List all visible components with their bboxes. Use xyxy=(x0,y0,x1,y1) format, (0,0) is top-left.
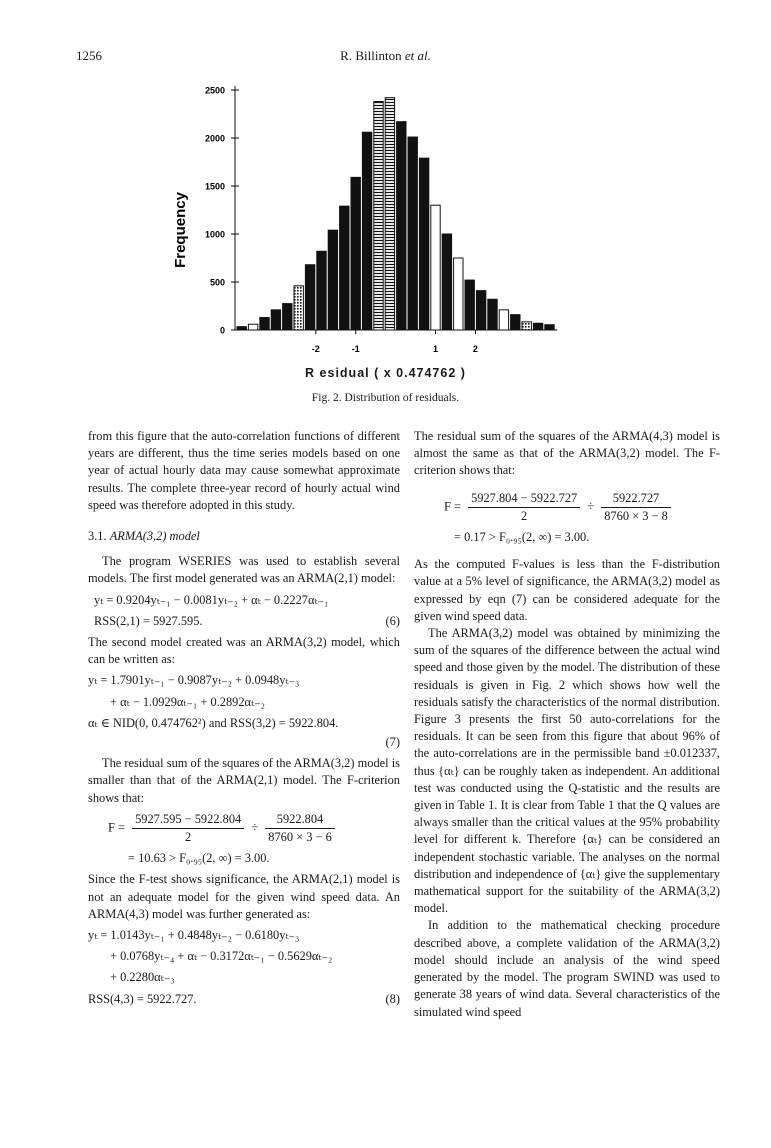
f-criterion-1-result: = 10.63 > F₀.₉₅(2, ∞) = 3.00. xyxy=(128,851,270,866)
section-heading: 3.1. ARMA(3,2) model xyxy=(88,529,200,544)
f-criterion-2-result: = 0.17 > F₀.₉₅(2, ∞) = 3.00. xyxy=(454,530,590,545)
histogram-bar xyxy=(522,322,531,330)
histogram-bar xyxy=(385,98,394,330)
equation-8-line1: yₜ = 1.0143yₜ₋₁ + 0.4848yₜ₋₂ − 0.6180yₜ₋₃ xyxy=(88,928,300,943)
paragraph: As the computed F-values is less than the F-distribution value at a 5% level of significance, the ARMA(3,2) model as expressed by eqn (7) can be considered adequate for the given wind speed data. xyxy=(414,557,720,623)
y-tick-label: 1500 xyxy=(204,181,225,192)
x-tick-label: 2 xyxy=(472,344,478,354)
histogram-bar xyxy=(442,234,451,330)
y-tick-label: 0 xyxy=(219,325,225,336)
y-tick-label: 500 xyxy=(209,277,225,288)
paragraph: The ARMA(3,2) model was obtained by minimizing the sum of the squares of the difference between the actual wind speed and those given by the model. The distribution of these residuals is given in Fig. 2 which shows how well the residuals satisfy the characteristics of the normal distribution. Figure 3 presents the first 50 auto-correlations for the residuals. It can be seen from this figure that about 96% of the auto-correlations are in the permissible band ±0.012337, thus {αₜ} can be roughly taken as independent. An additional test was conducted using the Q-statistic and the results are given in Table 1. It is clear from Table 1 that the Q values are always smaller than the critical values at the 95% probability level for different k. Therefore {αₜ} can be considered an independent stochastic variable. The analyses on the normal distribution and independence of {αₜ} give the supplementary mathematical support for the suitability of the ARMA(3,2) model. xyxy=(414,626,721,916)
histogram-bar xyxy=(465,280,474,330)
left-column xyxy=(88,428,400,1012)
histogram-bar xyxy=(283,304,292,330)
y-tick-label: 2500 xyxy=(204,85,225,96)
x-axis-label: R esidual ( x 0.474762 ) xyxy=(305,366,466,380)
histogram-bar xyxy=(351,177,360,330)
paragraph: In addition to the mathematical checking procedure described above, a complete validation of the ARMA(3,2) model should include an analysis of the wind speed generated by the model. The program SWIND was used to generate 38 years of wind data. Several characteristics of the simulated wind speed xyxy=(414,918,720,1019)
histogram-bar xyxy=(397,122,406,330)
f-criterion-2: F = $\frac{5927.804 - 5922.727}{2}$ ÷ $\frac{5922.727}{8760 \times 3 - 8}$ xyxy=(444,490,720,525)
equation-8-rss: RSS(4,3) = 5922.727. (8) xyxy=(88,991,400,1006)
equation-7-line2: + αₜ − 1.0929αₜ₋₁ + 0.2892αₜ₋₂ xyxy=(110,694,265,709)
f-criterion-1: F = $\frac{5927.595 - 5922.804}{2}$ ÷ $\frac{5922.804}{8760 \times 3 - 6}$ xyxy=(108,811,400,846)
histogram-bar xyxy=(294,286,303,330)
histogram-bar xyxy=(305,265,314,330)
equation-7-line1: yₜ = 1.7901yₜ₋₁ − 0.9087yₜ₋₂ + 0.0948yₜ₋₃ xyxy=(88,673,300,688)
histogram-bar xyxy=(476,291,485,330)
right-column xyxy=(414,428,720,1021)
histogram-bar xyxy=(248,324,257,330)
y-tick-label: 2000 xyxy=(204,133,225,144)
x-tick-label: -2 xyxy=(311,344,320,354)
paragraph: The residual sum of the squares of the ARMA(3,2) model is smaller than that of the ARMA(2,1) model. The F-criterion shows that: xyxy=(88,756,400,805)
histogram-bar xyxy=(340,206,349,330)
figure-caption: Fig. 2. Distribution of residuals. xyxy=(311,392,460,404)
histogram-bar xyxy=(488,299,497,330)
histogram-bar xyxy=(374,102,383,330)
histogram-bar xyxy=(454,258,463,330)
histogram-bar xyxy=(271,310,280,330)
histogram-bar xyxy=(431,205,440,330)
x-tick-label: -1 xyxy=(351,344,360,354)
histogram-bar xyxy=(317,251,326,330)
header-authors: R. Billinton xyxy=(340,48,405,63)
header-etal: et al. xyxy=(404,48,431,63)
page-number: 1256 xyxy=(76,48,102,63)
residual-histogram xyxy=(165,80,625,370)
equation-8-line2: + 0.0768yₜ₋₄ + αₜ − 0.3172αₜ₋₁ − 0.5629αₜ₋₂ xyxy=(110,949,333,964)
equation-8-line3: + 0.2280αₜ₋₃ xyxy=(110,970,175,985)
y-tick-label: 1000 xyxy=(204,229,225,240)
equation-6-rss: RSS(2,1) = 5927.595. (6) xyxy=(94,613,400,628)
histogram-bar xyxy=(419,158,428,330)
equation-7-line3: αₜ ∈ NID(0, 0.474762²) and RSS(3,2) = 5922.804. xyxy=(88,715,339,730)
paragraph: from this figure that the auto-correlation functions of different years are different, thus the time series models based on one year of actual hourly data may cause somewhat approximate results. The complete three-year record of hourly actual wind speed was therefore adopted in this study. xyxy=(88,429,400,512)
equation-7-number: (7) xyxy=(385,735,400,750)
x-tick-label: 1 xyxy=(432,344,439,354)
paragraph: Since the F-test shows significance, the ARMA(2,1) model is not an adequate model for the given wind speed data. An ARMA(4,3) model was further generated as: xyxy=(88,872,400,921)
histogram-bar xyxy=(362,132,371,330)
paragraph: The residual sum of the squares of the ARMA(4,3) model is almost the same as that of the ARMA(3,2) model. The F-criterion shows that: xyxy=(414,429,720,478)
y-axis-label: Frequency xyxy=(172,192,189,268)
histogram-bar xyxy=(408,137,417,330)
histogram-bar xyxy=(499,310,508,330)
histogram-bar xyxy=(237,327,246,330)
equation-6: yₜ = 0.9204yₜ₋₁ − 0.0081yₜ₋₂ + αₜ − 0.2227αₜ₋₁ xyxy=(94,592,329,607)
running-header xyxy=(0,48,771,64)
paragraph: The program WSERIES was used to establish several models. The first model generated was an ARMA(2,1) model: xyxy=(88,554,400,586)
histogram-bar xyxy=(511,315,520,330)
histogram-bar xyxy=(545,325,554,330)
histogram-bar xyxy=(328,230,337,330)
histogram-bar xyxy=(533,323,542,330)
histogram-bar xyxy=(260,318,269,330)
paragraph: The second model created was an ARMA(3,2) model, which can be written as: xyxy=(88,635,400,667)
